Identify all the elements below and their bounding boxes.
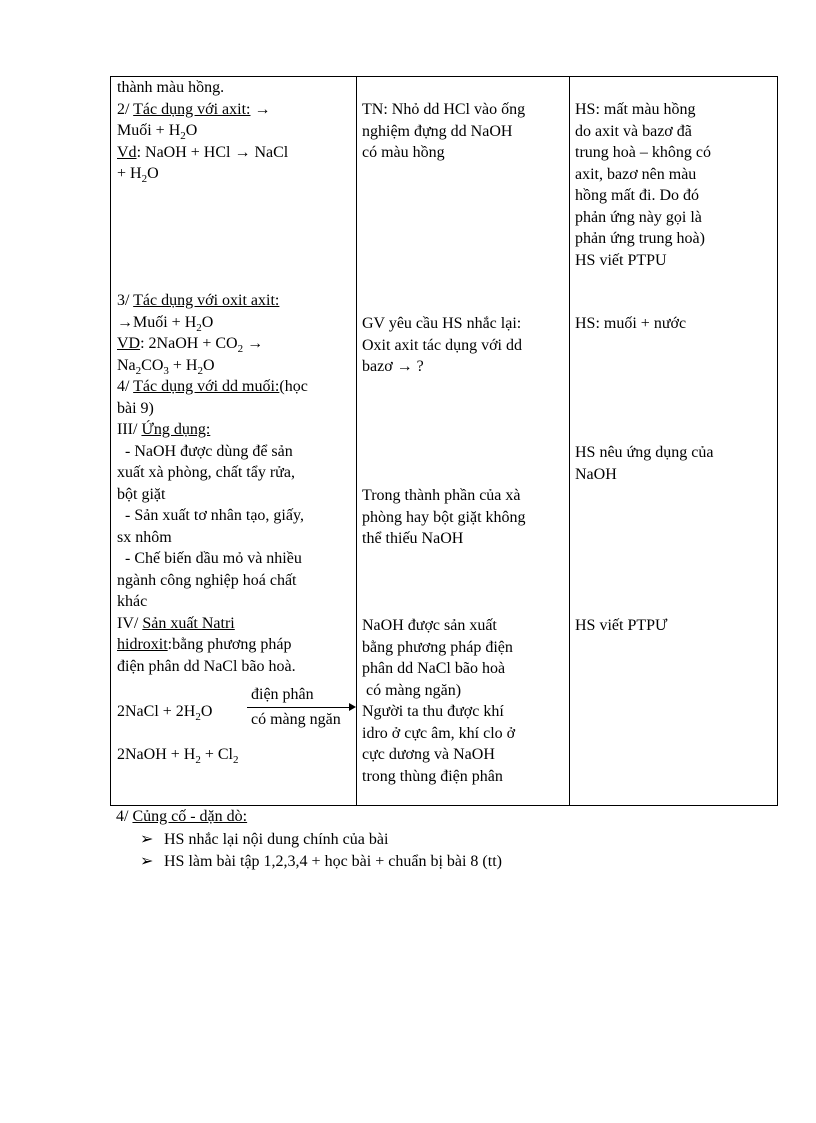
text-line: phân dd NaCl bão hoà — [362, 660, 506, 677]
subscript: 2 — [237, 343, 244, 356]
subscript: 2 — [195, 711, 201, 724]
text-line: khác — [117, 593, 148, 610]
text-line: NaOH — [575, 465, 617, 483]
example-line — [117, 333, 352, 355]
section-title: Củng cố - dặn dò: — [132, 808, 248, 825]
lesson-table — [110, 76, 778, 806]
teacher-column — [356, 77, 569, 805]
student-answer-block — [575, 99, 775, 271]
text-line: cực dương và NaOH — [362, 746, 495, 763]
equation-left — [117, 701, 212, 723]
text-line: HS nêu ứng dụng của — [575, 444, 714, 461]
formula-line — [117, 163, 352, 185]
formula-line — [117, 355, 352, 377]
text-line: do axit và bazơ đã — [575, 122, 692, 140]
section-number: 4/ — [117, 378, 134, 395]
text-line: axit, bazơ nên màu — [575, 165, 697, 183]
list-item — [140, 851, 502, 873]
text-line: HS viết PTPU — [575, 251, 667, 269]
section-title: Sản xuất Natri — [142, 614, 235, 632]
text-line: Oxit axit tác dụng với dd — [362, 336, 522, 354]
student-column — [569, 77, 779, 805]
formula-text: : 2NaOH + CO — [140, 335, 238, 352]
example-line — [117, 142, 352, 164]
section-heading — [116, 806, 716, 828]
list-item — [140, 829, 388, 851]
text-line: - Chế biến dầu mỏ và nhiều — [117, 550, 302, 567]
application-note-block — [362, 485, 565, 550]
text-line: GV yêu cầu HS nhắc lại: — [362, 315, 522, 332]
text-line: TN: Nhỏ dd HCl vào ống — [362, 101, 526, 118]
formula-text: O — [201, 313, 214, 331]
section-number: III/ — [117, 421, 142, 438]
text-line: bằng phương pháp điện — [362, 638, 513, 656]
student-answer-block — [575, 313, 775, 335]
formula-text: Na — [117, 356, 136, 374]
text-line: thành màu hồng. — [117, 79, 225, 96]
summary-section — [116, 806, 716, 828]
formula-text: 2NaOH + H — [117, 746, 196, 763]
subscript: 2 — [196, 321, 202, 334]
equation-right — [117, 744, 238, 766]
text-line: hồng mất đi. Do đó — [575, 187, 699, 204]
text-line — [117, 634, 352, 656]
content-column — [111, 77, 356, 805]
section-3-block — [117, 290, 352, 677]
example-label: VD — [117, 335, 141, 352]
arrow-bullet-icon: ➢ — [140, 831, 154, 848]
equation-condition-bottom: có màng ngăn — [251, 711, 341, 728]
formula-text: O — [185, 122, 198, 139]
section-title: Tác dụng với dd muối: — [133, 378, 280, 395]
formula-text: →Muối + H — [117, 313, 197, 331]
experiment-block — [362, 99, 565, 164]
subscript: 2 — [141, 173, 148, 186]
section-note: (học — [279, 378, 308, 395]
section-title: Tác dụng với oxit axit: — [133, 292, 280, 309]
arrow-bullet-icon: ➢ — [140, 853, 154, 870]
reaction-arrow — [247, 707, 351, 708]
list-item-text: HS nhắc lại nội dung chính của bài — [164, 831, 389, 848]
text-line: HS viết PTPƯ — [575, 617, 668, 634]
text-line: HS: muối + nước — [575, 315, 687, 332]
text-line: NaOH được sản xuất — [362, 617, 497, 634]
text-line: bài 9) — [117, 399, 154, 417]
list-item-text: HS làm bài tập 1,2,3,4 + học bài + chuẩn bị bài 8 (tt) — [164, 853, 502, 870]
text-line: - NaOH được dùng để sản — [117, 442, 293, 460]
text-line: idro ở cực âm, khí clo ở — [362, 724, 516, 742]
equation-condition-top: điện phân — [251, 686, 314, 703]
subscript: 2 — [180, 130, 186, 143]
text-line: :bằng phương pháp — [167, 636, 292, 653]
section-heading — [117, 290, 352, 312]
subscript: 2 — [232, 754, 239, 767]
arrow-text: → — [250, 100, 271, 118]
text-line: có màu hồng — [362, 144, 445, 161]
text-line: Trong thành phần của xà — [362, 487, 521, 504]
subscript: 2 — [197, 364, 203, 377]
section-number: 3/ — [117, 292, 134, 309]
section-heading — [117, 419, 352, 441]
text-line: Người ta thu được khí — [362, 703, 504, 720]
text-line: trong thùng điện phân — [362, 767, 503, 785]
text-line: phản ứng trung hoà) — [575, 230, 705, 247]
text-line: - Sản xuất tơ nhân tạo, giấy, — [117, 507, 304, 524]
subscript: 2 — [135, 364, 142, 377]
formula-text: → — [243, 335, 264, 352]
text-line: bazơ → ? — [362, 358, 424, 375]
text-line: thể thiếu NaOH — [362, 530, 464, 547]
student-answer-block — [575, 615, 775, 637]
section-title: Ứng dụng: — [141, 421, 211, 438]
text-line: nghiệm đựng dd NaOH — [362, 122, 513, 140]
subscript: 2 — [195, 754, 201, 767]
section-heading — [117, 376, 352, 398]
subscript: 3 — [163, 364, 169, 377]
text-line: điện phân dd NaCl bão hoà. — [117, 657, 296, 675]
formula-text: O — [147, 165, 159, 182]
text-line: bột giặt — [117, 485, 166, 503]
text-line: có màng ngăn) — [362, 681, 462, 699]
arrow-head-icon — [349, 703, 356, 711]
formula-text: O — [200, 703, 213, 720]
text-line: xuất xà phòng, chất tẩy rửa, — [117, 464, 295, 481]
section-title: hidroxit — [117, 636, 168, 653]
section-number: IV/ — [117, 614, 143, 632]
formula-line — [117, 120, 352, 142]
section-title: Tác dụng với axit: — [133, 100, 251, 118]
section-heading — [117, 613, 352, 635]
question-block — [362, 313, 565, 378]
formula-text: CO — [141, 356, 164, 374]
section-number: 4/ — [116, 808, 133, 825]
text-line: phòng hay bột giặt không — [362, 508, 526, 526]
section-heading — [117, 99, 352, 121]
text-line: trung hoà – không có — [575, 144, 711, 161]
example-label: Vd — [117, 143, 137, 161]
formula-text: : NaOH + HCl → NaCl — [136, 143, 289, 161]
formula-text: Muối + H — [117, 122, 181, 139]
text-line: ngành công nghiệp hoá chất — [117, 571, 297, 589]
formula-line — [117, 312, 352, 334]
text-line: phản ứng này gọi là — [575, 208, 702, 226]
section-number: 2/ — [117, 100, 134, 118]
section-2-block — [117, 77, 352, 185]
production-note-block — [362, 615, 565, 787]
formula-text: + H — [168, 356, 198, 374]
formula-text: O — [202, 356, 215, 374]
text-line: HS: mất màu hồng — [575, 101, 696, 118]
formula-text: + H — [117, 165, 142, 182]
formula-text: + Cl — [200, 746, 233, 763]
text-line: sx nhôm — [117, 528, 172, 546]
student-answer-block — [575, 442, 775, 485]
formula-text: 2NaCl + 2H — [117, 703, 196, 720]
